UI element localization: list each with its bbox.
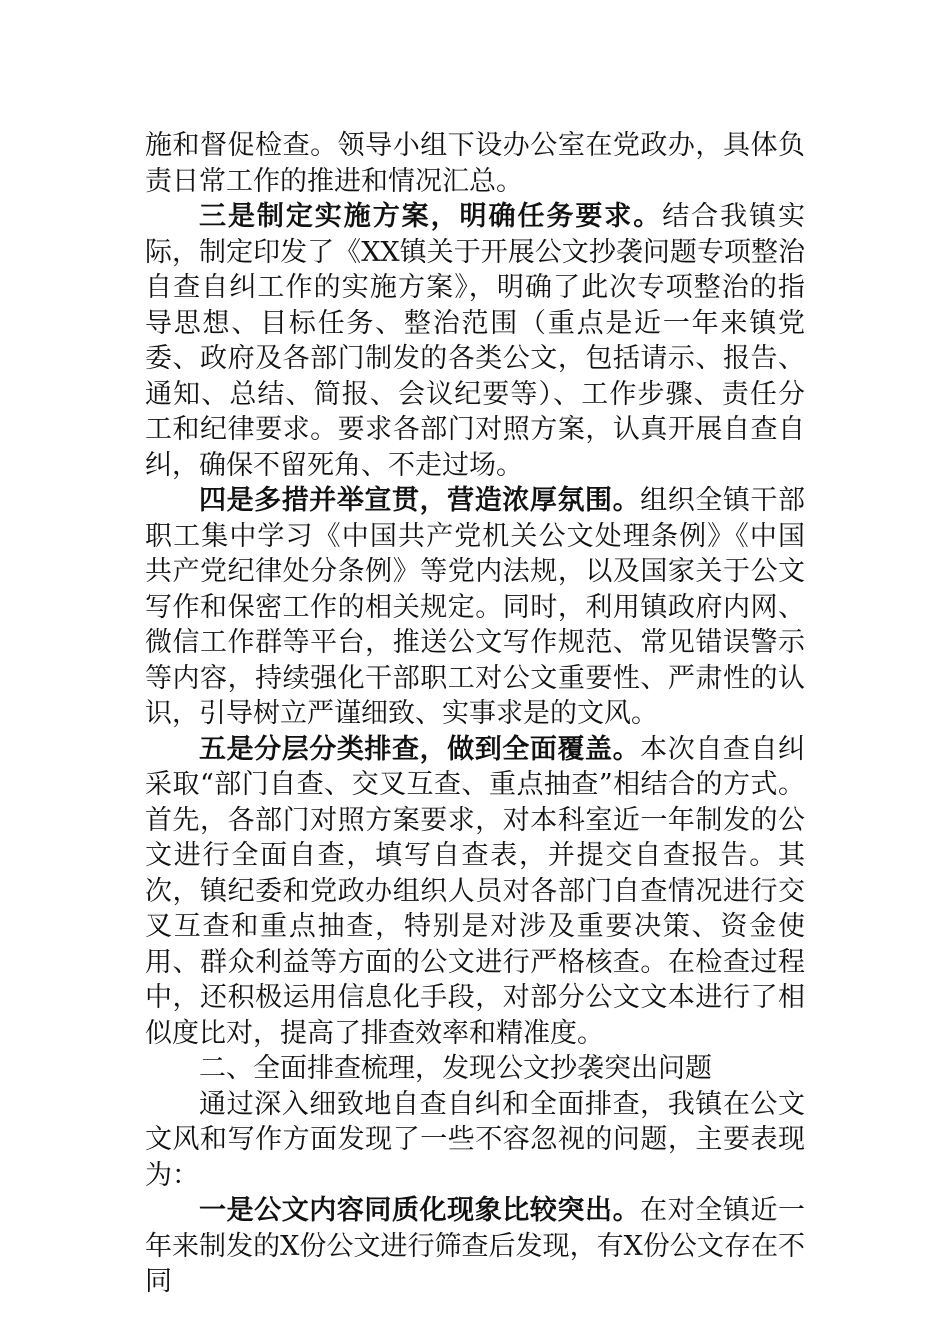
paragraph-text: 施和督促检查。领导小组下设办公室在党政办，具体负责日常工作的推进和情况汇总。 <box>145 130 805 197</box>
paragraph-text: 在对全镇近一年来制发的X份公文进行筛查后发现，有X份公文存在不同 <box>145 1195 806 1297</box>
section-heading: 二、全面排查梳理，发现公文抄袭突出问题 <box>199 1053 712 1084</box>
paragraph-publicity <box>145 483 805 732</box>
paragraph-lead: 四是多措并举宣贯，营造浓厚氛围。 <box>199 485 641 516</box>
paragraph-continuation <box>145 128 805 199</box>
paragraph-lead: 一是公文内容同质化现象比较突出。 <box>199 1195 641 1226</box>
paragraph-text: 通过深入细致地自查自纠和全面排查，我镇在公文文风和写作方面发现了一些不容忽视的问题，主要表现为： <box>145 1088 805 1191</box>
paragraph-intro-problems <box>145 1087 805 1194</box>
paragraph-lead: 三是制定实施方案，明确任务要求。 <box>199 201 663 232</box>
paragraph-text: 结合我镇实际，制定印发了《XX镇关于开展公文抄袭问题专项整治自查自纠工作的实施方案》，明确了此次专项整治的指导思想、目标任务、整治范围（重点是近一年来镇党委、政府及各部门制发的各类公文，包括请示、报告、通知、总结、简报、会议纪要等）、工作步骤、责任分工和纪律要求。要求各部门对照方案，认真开展自查自纠，确保不留死角、不走过场。 <box>145 201 806 481</box>
paragraph-text: 组织全镇干部职工集中学习《中国共产党机关公文处理条例》《中国共产党纪律处分条例》等党内法规，以及国家关于公文写作和保密工作的相关规定。同时，利用镇政府内网、微信工作群等平台，推送公文写作规范、常见错误警示等内容，持续强化干部职工对公文重要性、严肃性的认识，引导树立严谨细致、实事求是的文风。 <box>145 485 806 729</box>
paragraph-implementation-plan <box>145 199 805 483</box>
paragraph-investigation <box>145 732 805 1052</box>
paragraph-text: 本次自查自纠采取“部门自查、交叉互查、重点抽查”相结合的方式。首先，各部门对照方案要求，对本科室近一年制发的公文进行全面自查，填写自查表，并提交自查报告。其次，镇纪委和党政办组织人员对各部门自查情况进行交叉互查和重点抽查，特别是对涉及重要决策、资金使用、群众利益等方面的公文进行严格核查。在检查过程中，还积极运用信息化手段，对部分公文文本进行了相似度比对，提高了排查效率和精准度。 <box>145 733 806 1049</box>
paragraph-homogeneity <box>145 1193 805 1300</box>
document-body <box>145 128 805 1300</box>
paragraph-lead: 五是分层分类排查，做到全面覆盖。 <box>199 733 641 765</box>
